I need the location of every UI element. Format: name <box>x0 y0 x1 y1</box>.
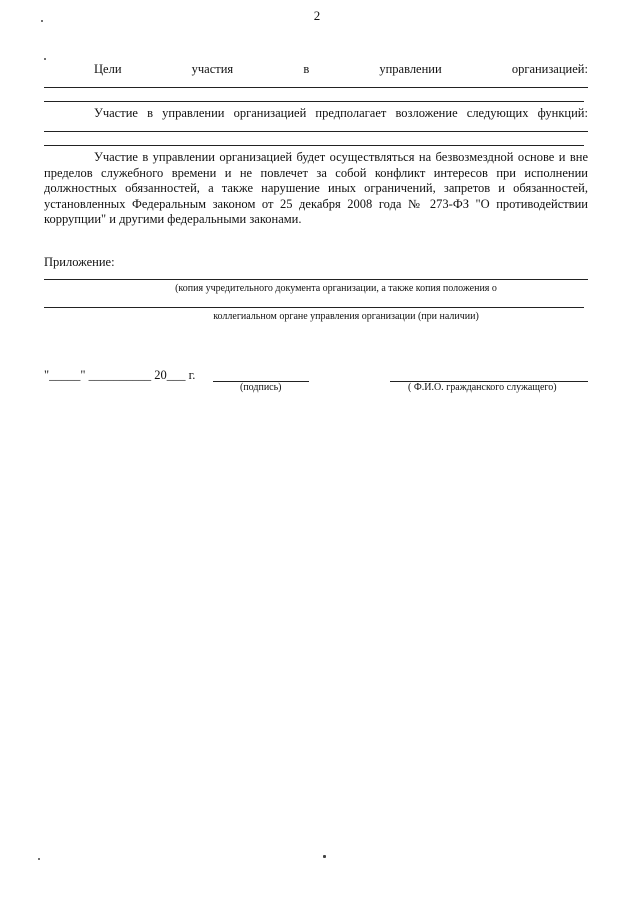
functions-fill-line-1[interactable] <box>44 131 588 132</box>
participation-paragraph <box>44 150 588 228</box>
scan-speck <box>44 58 46 60</box>
functions-word: в <box>147 106 153 120</box>
functions-word: функций: <box>537 106 588 120</box>
scan-speck <box>41 20 43 22</box>
appendix-caption-line-2: коллегиальном органе управления организации (при наличии) <box>213 311 479 322</box>
functions-word: возложение <box>395 106 458 120</box>
scan-speck <box>38 858 40 860</box>
goals-fill-line-1[interactable] <box>44 87 588 88</box>
paragraph-line: коррупции" и другими федеральными законами. <box>44 212 302 226</box>
appendix-fill-line-2[interactable] <box>44 307 584 308</box>
appendix-fill-line-1[interactable] <box>44 279 588 280</box>
functions-word: организацией <box>233 106 307 120</box>
functions-word: предполагает <box>315 106 387 120</box>
goals-fill-line-2[interactable] <box>44 101 584 102</box>
appendix-caption-line-1: (копия учредительного документа организации, а также копия положения о <box>175 283 497 294</box>
goals-word: участия <box>191 62 234 76</box>
goals-word: организацией: <box>511 62 588 76</box>
goals-word: управлении <box>379 62 442 76</box>
scan-speck <box>323 855 326 858</box>
paragraph-line: установленных Федеральным законом от 25 декабря 2008 года № 273-ФЗ "О противодействии <box>44 196 588 211</box>
functions-word: управлении <box>162 106 225 120</box>
functions-fill-line-2[interactable] <box>44 145 584 146</box>
page-number: 2 <box>313 8 321 23</box>
functions-word: Участие <box>94 106 138 120</box>
goals-word: в <box>303 62 310 76</box>
paragraph-line: пределов служебного времени и не повлечет за собой конфликт интересов при исполнении <box>44 165 588 180</box>
goals-heading <box>44 62 588 78</box>
date-field[interactable]: "_____" __________ 20___ г. <box>44 368 196 382</box>
paragraph-line: должностных обязанностей, а также нарушение иных ограничений, запретов и обязанностей, <box>44 181 588 195</box>
functions-heading <box>44 106 588 122</box>
fio-caption: ( Ф.И.О. гражданского служащего) <box>408 382 557 393</box>
functions-word: следующих <box>466 106 529 120</box>
signature-caption: (подпись) <box>240 382 282 393</box>
paragraph-line: Участие в управлении организацией будет осуществляться на безвозмездной основе и вне <box>94 150 588 164</box>
goals-word: Цели <box>94 62 122 76</box>
appendix-label: Приложение: <box>44 255 115 269</box>
